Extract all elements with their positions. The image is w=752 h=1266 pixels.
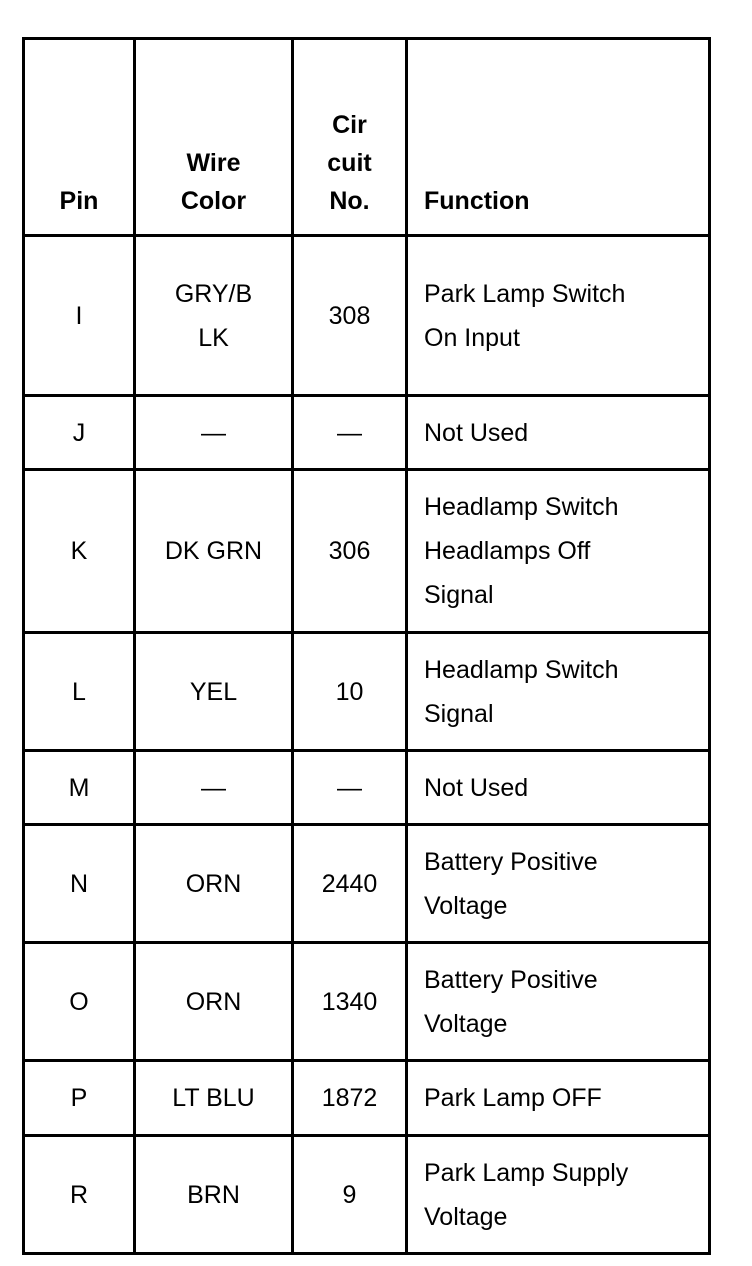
cell-pin: I xyxy=(24,236,135,396)
cell-wire-color: LT BLU xyxy=(135,1061,293,1136)
header-function: Function xyxy=(407,39,710,236)
cell-pin: K xyxy=(24,470,135,633)
header-circuit-no: Cir cuit No. xyxy=(293,39,407,236)
header-wire-color: Wire Color xyxy=(135,39,293,236)
cell-function: Park Lamp Switch On Input xyxy=(407,236,710,396)
header-pin: Pin xyxy=(24,39,135,236)
cell-wire-color: — xyxy=(135,751,293,825)
cell-function: Headlamp Switch Headlamps Off Signal xyxy=(407,470,710,633)
cell-pin: J xyxy=(24,396,135,470)
cell-circuit-no: 1872 xyxy=(293,1061,407,1136)
cell-wire-color: GRY/B LK xyxy=(135,236,293,396)
cell-wire-color: — xyxy=(135,396,293,470)
cell-circuit-no: 2440 xyxy=(293,825,407,943)
cell-pin: N xyxy=(24,825,135,943)
cell-function: Headlamp Switch Signal xyxy=(407,633,710,751)
cell-pin: L xyxy=(24,633,135,751)
cell-pin: R xyxy=(24,1136,135,1254)
table-row xyxy=(24,1136,710,1254)
table-row xyxy=(24,825,710,943)
cell-circuit-no: 306 xyxy=(293,470,407,633)
cell-wire-color: YEL xyxy=(135,633,293,751)
cell-wire-color: ORN xyxy=(135,943,293,1061)
cell-circuit-no: 1340 xyxy=(293,943,407,1061)
cell-circuit-no: — xyxy=(293,751,407,825)
cell-pin: O xyxy=(24,943,135,1061)
table-row xyxy=(24,396,710,470)
cell-function: Not Used xyxy=(407,396,710,470)
cell-wire-color: ORN xyxy=(135,825,293,943)
table-row xyxy=(24,751,710,825)
pin-function-table xyxy=(22,37,711,1255)
cell-wire-color: DK GRN xyxy=(135,470,293,633)
cell-circuit-no: 308 xyxy=(293,236,407,396)
cell-function: Not Used xyxy=(407,751,710,825)
table-row xyxy=(24,470,710,633)
cell-function: Park Lamp Supply Voltage xyxy=(407,1136,710,1254)
cell-circuit-no: — xyxy=(293,396,407,470)
cell-function: Battery Positive Voltage xyxy=(407,943,710,1061)
cell-pin: M xyxy=(24,751,135,825)
table-row xyxy=(24,943,710,1061)
table-row xyxy=(24,236,710,396)
table-row xyxy=(24,633,710,751)
cell-function: Park Lamp OFF xyxy=(407,1061,710,1136)
table-header-row xyxy=(24,39,710,236)
cell-wire-color: BRN xyxy=(135,1136,293,1254)
cell-function: Battery Positive Voltage xyxy=(407,825,710,943)
cell-circuit-no: 9 xyxy=(293,1136,407,1254)
table-row xyxy=(24,1061,710,1136)
cell-pin: P xyxy=(24,1061,135,1136)
cell-circuit-no: 10 xyxy=(293,633,407,751)
